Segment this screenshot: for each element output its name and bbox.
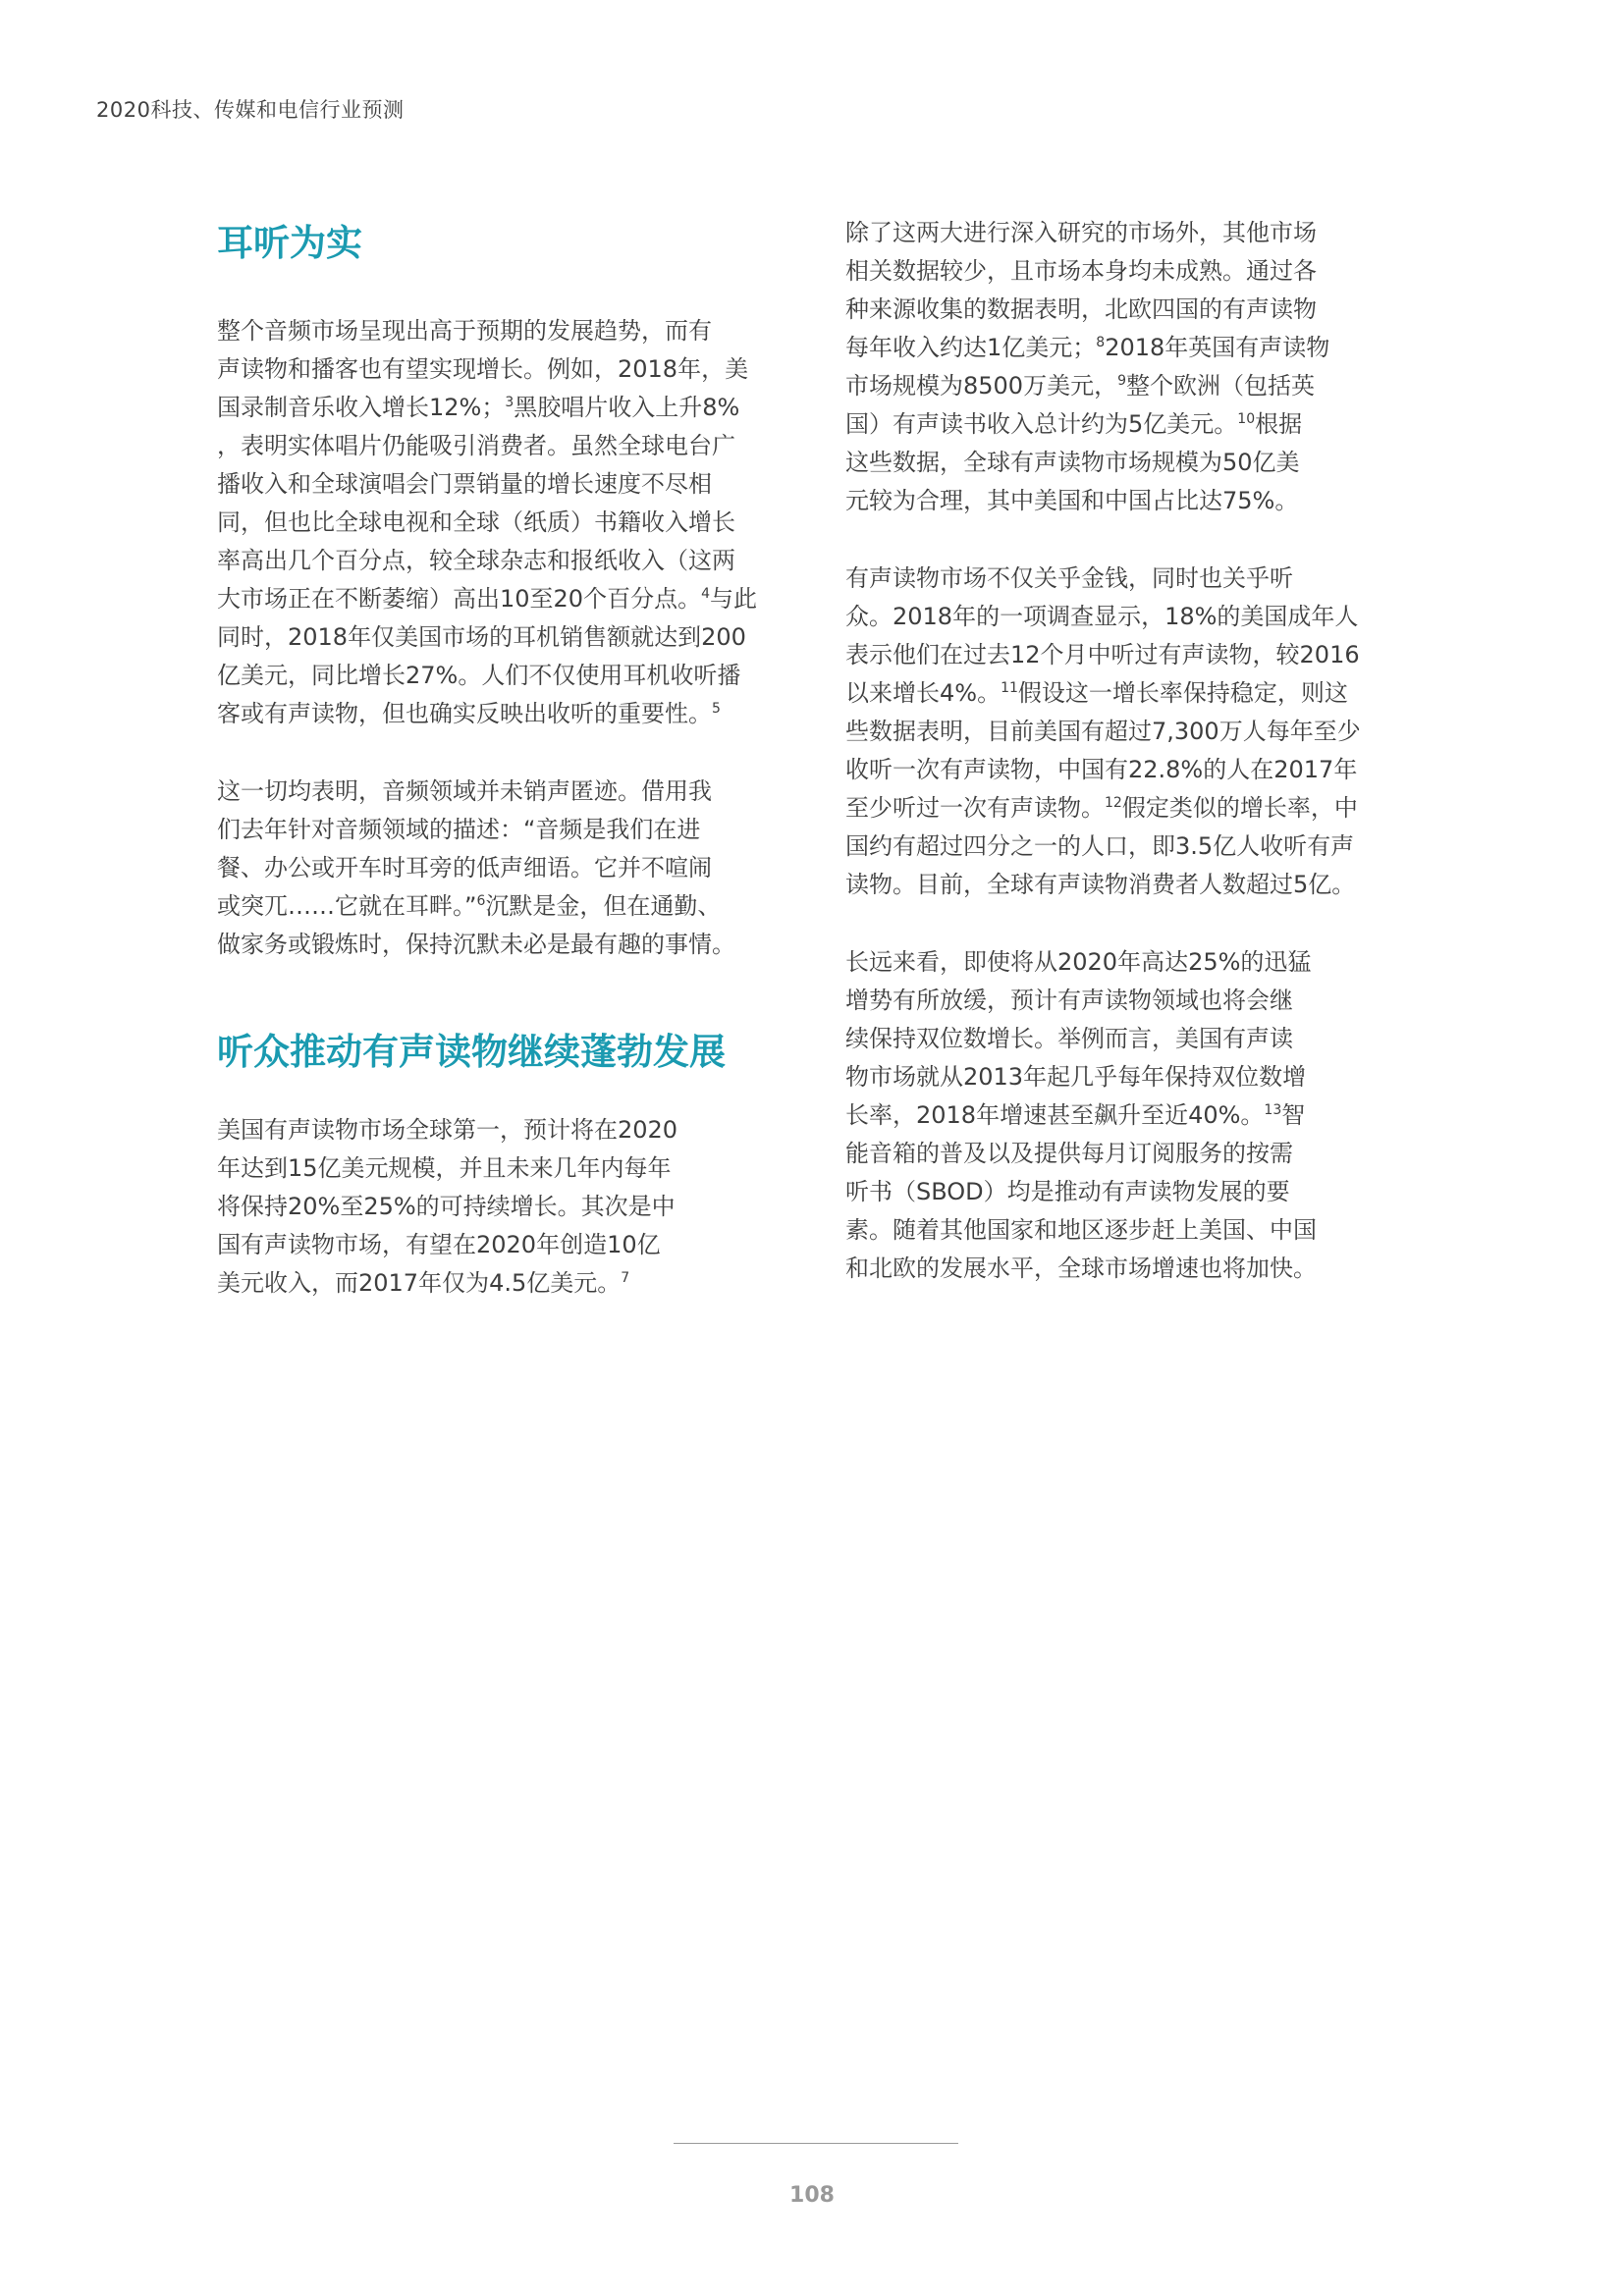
running-header: 2020科技、传媒和电信行业预测	[96, 98, 405, 122]
footnote-ref: 9	[1117, 373, 1126, 389]
text-run: 美国有声读物市场全球第一，预计将在2020 年达到15亿美元规模，并且未来几年内每年 将保持20%至25%的可持续增长。其次是中 国有声读物市场，有望在2020年创造10亿 美元收入，而2017年仅为4.5亿美元。	[217, 1116, 678, 1297]
footnote-ref: 4	[701, 586, 710, 602]
text-run: 除了这两大进行深入研究的市场外，其他市场 相关数据较少，且市场本身均未成熟。通过各 种来源收集的数据表明，北欧四国的有声读物 每年收入约达1亿美元；	[845, 219, 1317, 361]
section-heading-hearing: 耳听为实	[217, 222, 362, 264]
text-run: 黑胶唱片收入上升8% ，表明实体唱片仍能吸引消费者。虽然全球电台广 播收入和全球演唱会门票销量的增长速度不尽相 同，但也比全球电视和全球（纸质）书籍收入增长 率高出几个百分点，较全球杂志和报纸收入（这两 大市场正在不断萎缩）高出10至20个百分点。	[217, 394, 740, 613]
text-run: 有声读物市场不仅关乎金钱，同时也关乎听 众。2018年的一项调查显示，18%的美国成年人 表示他们在过去12个月中听过有声读物，较2016 以来增长4%。	[845, 564, 1360, 707]
footnote-ref: 11	[1001, 680, 1018, 696]
text-run: 智 能音箱的普及以及提供每月订阅服务的按需 听书（SBOD）均是推动有声读物发展的要 素。随着其他国家和地区逐步赶上美国、中国 和北欧的发展水平，全球市场增速也将加快。	[845, 1101, 1317, 1282]
paragraph-listeners	[845, 560, 1425, 904]
text-run: 整个欧洲（包括英 国）有声读书收入总计约为5亿美元。	[845, 372, 1315, 438]
footnote-ref: 13	[1264, 1102, 1282, 1118]
text-run: 这一切均表明，音频领域并未销声匿迹。借用我 们去年针对音频领域的描述：“音频是我们在进 餐、办公或开车时耳旁的低声细语。它并不喧闹 或突兀……它就在耳畔。”	[217, 777, 712, 920]
right-column	[845, 214, 1425, 1327]
footer-divider	[674, 2143, 958, 2144]
text-run: 长远来看，即使将从2020年高达25%的迅猛 增势有所放缓，预计有声读物领域也将会继 续保持双位数增长。举例而言，美国有声读 物市场就从2013年起几乎每年保持双位数增 长率，2018年增速甚至飙升至近40%。	[845, 948, 1312, 1129]
text-run: 假设这一增长率保持稳定，则这 些数据表明，目前美国有超过7,300万人每年至少 收听一次有声读物，中国有22.8%的人在2017年 至少听过一次有声读物。	[845, 679, 1361, 822]
paragraph-long-term-growth	[845, 943, 1425, 1288]
left-column	[217, 214, 796, 1342]
paragraph-audio-not-silent	[217, 773, 796, 964]
footnote-ref: 5	[712, 701, 721, 717]
footnote-ref: 6	[476, 893, 486, 909]
paragraph-audio-market	[217, 312, 796, 733]
page-number: 108	[789, 2183, 835, 2208]
text-run: 与此 同时，2018年仅美国市场的耳机销售额就达到200 亿美元，同比增长27%。人们不仅使用耳机收听播 客或有声读物，但也确实反映出收听的重要性。	[217, 585, 757, 727]
footnote-ref: 3	[505, 395, 514, 410]
paragraph-other-markets	[845, 214, 1425, 520]
footnote-ref: 10	[1237, 411, 1256, 427]
text-run: 根据 这些数据，全球有声读物市场规模为50亿美 元较为合理，其中美国和中国占比达75%。	[845, 410, 1303, 514]
footnote-ref: 7	[621, 1270, 630, 1286]
text-run: 2018年英国有声读物 市场规模为8500万美元，	[845, 334, 1330, 400]
footnote-ref: 12	[1105, 795, 1122, 811]
text-run: 整个音频市场呈现出高于预期的发展趋势，而有 声读物和播客也有望实现增长。例如，2018年，美 国录制音乐收入增长12%；	[217, 317, 749, 421]
text-run: 假定类似的增长率，中 国约有超过四分之一的人口，即3.5亿人收听有声 读物。目前，全球有声读物消费者人数超过5亿。	[845, 794, 1358, 898]
footnote-ref: 8	[1096, 335, 1106, 350]
section-heading-audiobooks: 听众推动有声读物继续蓬勃发展	[217, 1031, 726, 1073]
text-run: 沉默是金，但在通勤、 做家务或锻炼时，保持沉默未必是最有趣的事情。	[217, 892, 735, 958]
paragraph-us-china-market	[217, 1111, 796, 1303]
